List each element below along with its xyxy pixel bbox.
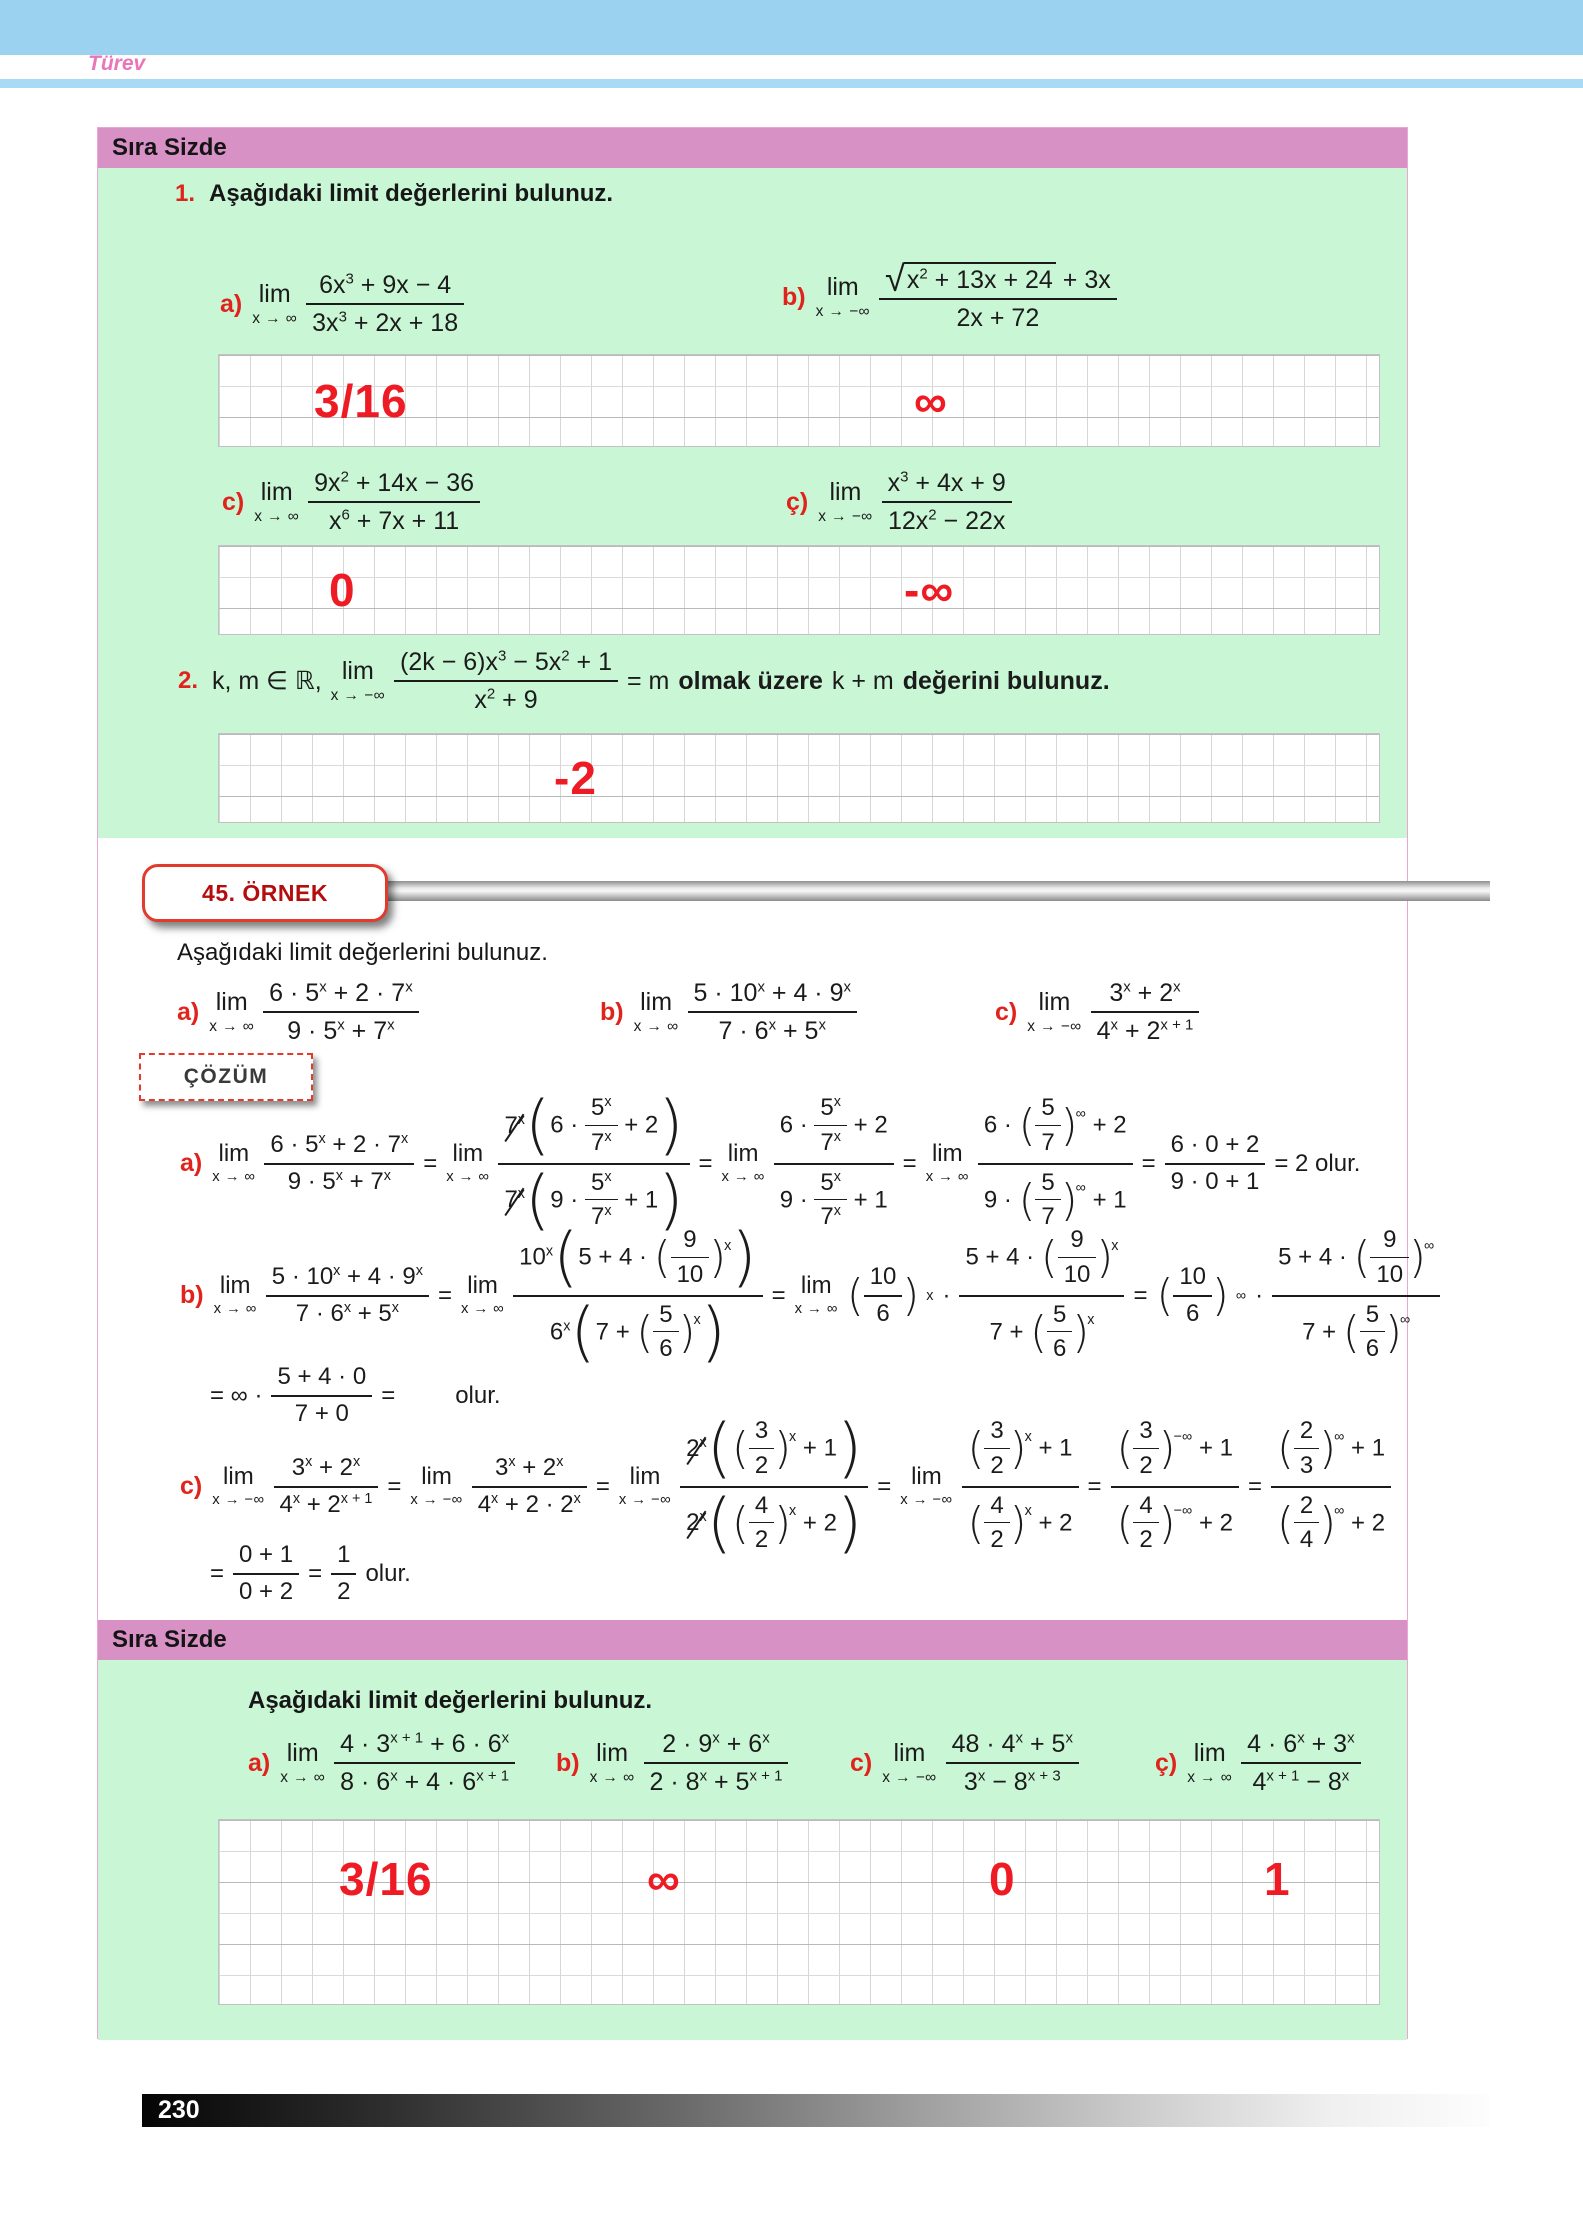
section2-problem-b xyxy=(556,1727,788,1799)
question-1-number: 1. xyxy=(175,180,196,207)
item-label-1c: c) xyxy=(222,487,245,516)
answer-grid-1cch[interactable] xyxy=(218,545,1380,635)
solution-c-row xyxy=(180,1414,1391,1559)
question-2-expression: k, m ∈ ℝ, lim x → −∞ $(2k - 6)x^3 - 5x^2 + 1$ $x^2 + 9$ = m olmak üzere k + m değerini bulunuz. xyxy=(212,645,1110,717)
section2-label-a: a) xyxy=(248,1748,271,1777)
example-problem-a xyxy=(177,976,419,1048)
answer-2: -2 xyxy=(554,752,597,804)
solution-c-label: c) xyxy=(180,1472,203,1501)
example-badge: 45. ÖRNEK xyxy=(142,864,388,922)
answer-s2b: ∞ xyxy=(647,1853,681,1905)
example-problem-b xyxy=(600,976,857,1048)
solution-c-steps-2: = 0 + 1 0 + 2 = 1 2 olur. xyxy=(210,1541,411,1605)
limit-problem-1b xyxy=(782,260,1117,335)
chapter-label: Türev xyxy=(88,52,146,75)
limit-problem-1a xyxy=(220,268,464,340)
question-1-prompt: Aşağıdaki limit değerlerini bulunuz. xyxy=(209,180,614,207)
answer-grid-3[interactable] xyxy=(218,1819,1380,2005)
solution-a-row xyxy=(180,1091,1360,1236)
section2-expression-c: lim x → −∞ $48 \cdot 4^x + 5^x$ $3^x - 8^{x + 3}$ xyxy=(882,1727,1079,1799)
limit-expression-1b: lim x → −∞ $√x^2 + 13x + 24 + 3x$ 2x + 72 xyxy=(816,260,1117,335)
example-label-a: a) xyxy=(177,997,200,1026)
limit-expression-1ch: lim x → −∞ $x^3 + 4x + 9$ $12x^2 - 22x$ xyxy=(818,466,1012,538)
question-2 xyxy=(178,645,1110,717)
item-label-1a: a) xyxy=(220,289,243,318)
example-expression-a: lim x → ∞ $6 \cdot 5^x + 2 \cdot 7^x$ $9 \cdot 5^x + 7^x$ xyxy=(209,976,418,1048)
example-label-b: b) xyxy=(600,997,624,1026)
solution-c-steps: lim x → −∞ $3^x + 2^x$ $4^x + 2^{x + 1}$ = lim x → −∞ $3^x + 2^x$ $4^x + 2 \cdot 2^x$ = lim x → −∞ 2$^x$ ( ( $\frac{3}{2}$ ) $^x$ + 1 ) 2$^x$ ( ( $\frac{4}{2}$ ) $^x$ + 2 ) = lim x → −∞ ( $\frac{3}{2}$ ) $^x$ + 1 ( $\frac{4}{2}$ ) $^x$ + 2 = ( $\frac{3}{2}$ ) −∞ + 1 ( $\frac{4}{2}$ ) −∞ + 2 = ( $\frac{2}{3}$ ) ∞ + 1 ( $\frac{2}{4}$ ) ∞ + 2 xyxy=(212,1414,1391,1559)
answer-s2c: 0 xyxy=(989,1853,1016,1905)
footer-bar xyxy=(142,2094,1490,2127)
answer-1c: 0 xyxy=(329,564,356,616)
section2-prompt: Aşağıdaki limit değerlerini bulunuz. xyxy=(248,1687,653,1714)
sira-sizde-2-body xyxy=(98,1660,1407,2040)
answer-grid-2[interactable] xyxy=(218,733,1380,823)
limit-expression-1c: lim x → ∞ $9x^2 + 14x - 36$ $x^6 + 7x + 11$ xyxy=(254,466,480,538)
top-blue-stripe xyxy=(0,79,1583,88)
sira-sizde-1-header: Sıra Sizde xyxy=(98,128,1407,168)
section2-expression-a: lim x → ∞ $4 \cdot 3^{x + 1} + 6 \cdot 6^x$ $8 \cdot 6^x + 4 \cdot 6^{x + 1}$ xyxy=(280,1727,515,1799)
section2-problem-a xyxy=(248,1727,515,1799)
section2-label-ch: ç) xyxy=(1155,1748,1178,1777)
section2-problem-c xyxy=(850,1727,1079,1799)
answer-1a: 3/16 xyxy=(314,374,408,427)
solution-b-label: b) xyxy=(180,1281,204,1310)
limit-problem-1c xyxy=(222,466,480,538)
solution-c-row-2 xyxy=(210,1539,411,1609)
example-expression-b: lim x → ∞ $5 \cdot 10^x + 4 \cdot 9^x$ $7 \cdot 6^x + 5^x$ xyxy=(634,976,857,1048)
item-label-1ch: ç) xyxy=(786,487,809,516)
sira-sizde-2-header: Sıra Sizde xyxy=(98,1620,1407,1660)
limit-problem-1ch xyxy=(786,466,1012,538)
solution-b-steps-2: = ∞ · 5 + 4 · 0 7 + 0 = olur. xyxy=(210,1363,501,1427)
answer-1ch: -∞ xyxy=(904,564,955,616)
page-number: 230 xyxy=(158,2096,200,2124)
example-prompt: Aşağıdaki limit değerlerini bulunuz. xyxy=(177,939,548,966)
example-problem-c xyxy=(995,976,1199,1048)
question-2-number: 2. xyxy=(178,667,199,694)
section2-label-b: b) xyxy=(556,1748,580,1777)
section2-problem-ch xyxy=(1155,1727,1361,1799)
answer-s2ch: 1 xyxy=(1264,1853,1291,1905)
solution-b-row xyxy=(180,1223,1440,1368)
solution-badge: ÇÖZÜM xyxy=(139,1053,313,1101)
limit-expression-1a: lim x → ∞ $6x^3 + 9x - 4$ $3x^3 + 2x + 18$ xyxy=(252,268,464,340)
example-label-c: c) xyxy=(995,997,1018,1026)
solution-a-steps: lim x → ∞ $6 \cdot 5^x + 2 \cdot 7^x$ $9 \cdot 5^x + 7^x$ = lim x → ∞ 7$^x$ ( 6 · $\frac{5^x}{7^x}$ + 2 ) 7$^x$ ( 9 · $\frac{5^x}{7^x}$ + 1 ) = lim x → ∞ 6 · $\frac{5^x}{7^x}$ + 2 9 · $\frac{5^x}{7^x}$ + 1 = lim x → ∞ 6 · ( $\frac{5}{7}$ ) ∞ + 2 9 · ( $\frac{5}{7}$ ) ∞ + 1 = 6 · 0 + 2 9 · 0 + 1 = 2 olur. xyxy=(212,1091,1360,1236)
section2-expression-b: lim x → ∞ $2 \cdot 9^x + 6^x$ $2 \cdot 8^x + 5^{x + 1}$ xyxy=(590,1727,789,1799)
top-blue-band xyxy=(0,0,1583,55)
section2-label-c: c) xyxy=(850,1748,873,1777)
answer-s2a: 3/16 xyxy=(339,1853,433,1905)
item-label-1b: b) xyxy=(782,283,806,311)
content-frame xyxy=(97,127,1435,2039)
example-expression-c: lim x → −∞ $3^x + 2^x$ $4^x + 2^{x + 1}$ xyxy=(1027,976,1199,1048)
answer-grid-1ab[interactable] xyxy=(218,354,1380,447)
solution-a-label: a) xyxy=(180,1149,203,1178)
example-divider-bar xyxy=(330,881,1490,901)
sira-sizde-1-body xyxy=(98,168,1407,838)
section2-expression-ch: lim x → ∞ $4 \cdot 6^x + 3^x$ $4^{x + 1} - 8^x$ xyxy=(1187,1727,1360,1799)
question-1 xyxy=(175,180,613,208)
solution-b-steps: lim x → ∞ $5 \cdot 10^x + 4 \cdot 9^x$ $7 \cdot 6^x + 5^x$ = lim x → ∞ 10$^x$ ( 5 + 4 · ( $\frac{9}{10}$ ) $^x$ ) 6$^x$ ( 7 + ( $\frac{5}{6}$ ) $^x$ ) = lim x → ∞ ( $\frac{10}{6}$ ) x · 5 + 4 · ( $\frac{9}{10}$ ) $^x$ 7 + ( $\frac{5}{6}$ ) $^x$ = ( $\frac{10}{6}$ ) ∞ · 5 + 4 · ( $\frac{9}{10}$ ) ∞ 7 + ( $\frac{5}{6}$ ) ∞ xyxy=(214,1223,1441,1368)
answer-1b: ∞ xyxy=(914,374,948,427)
